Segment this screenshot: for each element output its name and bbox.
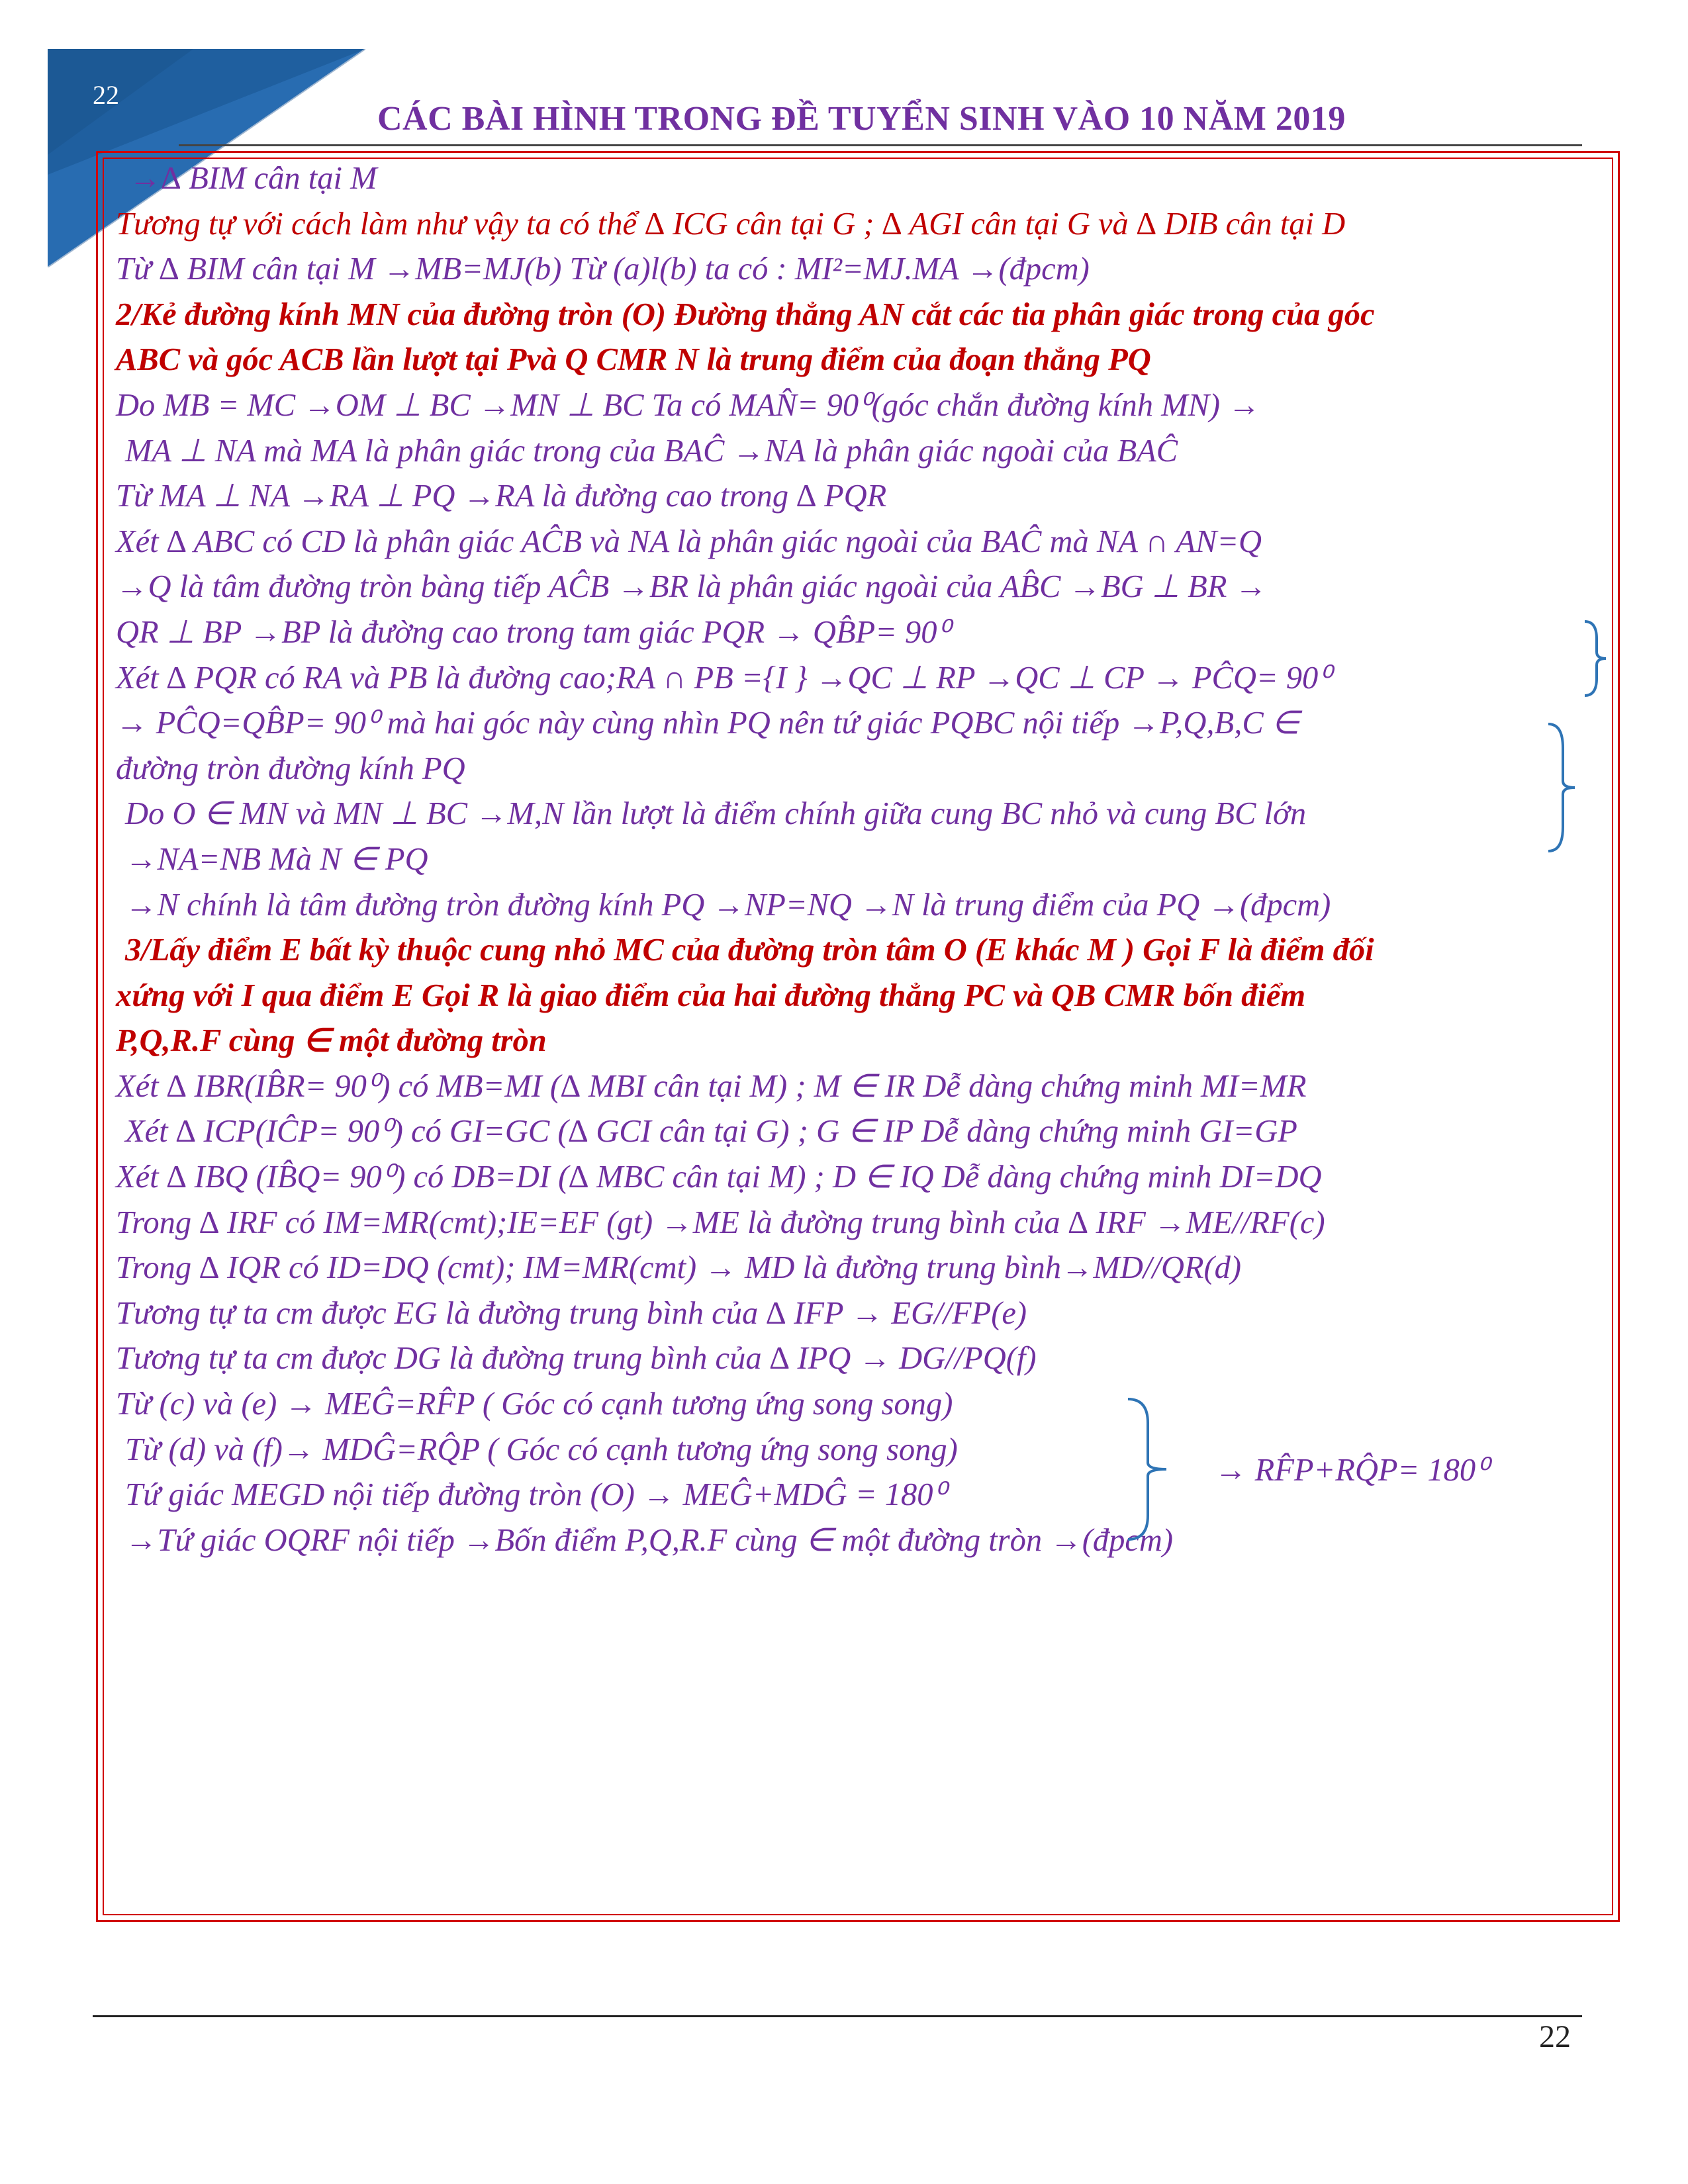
text-line: MA ⊥ NA mà MA là phân giác trong của BAĈ →NA là phân giác ngoài của BAĈ bbox=[125, 433, 1178, 469]
text-line: Xét ∆ PQR có RA và PB là đường cao;RA ∩ PB ={I } →QC ⊥ RP →QC ⊥ CP → PĈQ= 90⁰ bbox=[116, 660, 1331, 696]
text-line: Xét ∆ ABC có CD là phân giác AĈB và NA là phân giác ngoài của BAĈ mà NA ∩ AN=Q bbox=[116, 523, 1262, 559]
text-line: →∆ BIM cân tại M bbox=[129, 161, 377, 196]
text-line: ABC và góc ACB lần lượt tại Pvà Q CMR N là trung điểm của đoạn thẳng PQ bbox=[116, 342, 1151, 378]
header-page-number: 22 bbox=[93, 80, 119, 110]
text-line: →N chính là tâm đường tròn đường kính PQ →NP=NQ →N là trung điểm của PQ →(đpcm) bbox=[125, 887, 1331, 923]
text-line: Từ MA ⊥ NA →RA ⊥ PQ →RA là đường cao trong ∆ PQR bbox=[116, 478, 887, 514]
text-line: Xét ∆ ICP(IĈP= 90⁰) có GI=GC (∆ GCI cân tại G) ; G ∈ IP Dễ dàng chứng minh GI=GP bbox=[125, 1114, 1297, 1150]
text-line: 3/Lấy điểm E bất kỳ thuộc cung nhỏ MC của đường tròn tâm O (E khác M ) Gọi F là điểm đối bbox=[125, 933, 1374, 968]
text-line: →Q là tâm đường tròn bàng tiếp AĈB →BR là phân giác ngoài của AB̂C →BG ⊥ BR → bbox=[116, 569, 1267, 605]
text-line: Tương tự với cách làm như vậy ta có thể ∆ ICG cân tại G ; ∆ AGI cân tại G và ∆ DIB cân tại D bbox=[116, 206, 1346, 242]
text-line: Trong ∆ IRF có IM=MR(cmt);IE=EF (gt) →ME là đường trung bình của ∆ IRF →ME//RF(c) bbox=[116, 1205, 1325, 1240]
text-line: Do O ∈ MN và MN ⊥ BC →M,N lần lượt là điểm chính giữa cung BC nhỏ và cung BC lớn bbox=[125, 796, 1307, 832]
footer-divider bbox=[93, 2015, 1582, 2017]
text-line: đường tròn đường kính PQ bbox=[116, 751, 465, 786]
text-line: P,Q,R.F cùng ∈ một đường tròn bbox=[116, 1023, 547, 1059]
text-line: Do MB = MC →OM ⊥ BC →MN ⊥ BC Ta có MAN̂= 90⁰(góc chắn đường kính MN) → bbox=[116, 387, 1260, 423]
footer-page-number: 22 bbox=[1539, 2019, 1571, 2054]
text-line: Từ ∆ BIM cân tại M →MB=MJ(b) Từ (a)l(b) ta có : MI²=MJ.MA →(đpcm) bbox=[116, 251, 1090, 287]
right-brace-1 bbox=[1582, 619, 1609, 698]
text-line: xứng với I qua điểm E Gọi R là giao điểm của hai đường thẳng PC và QB CMR bốn điểm bbox=[116, 978, 1306, 1013]
text-line: Trong ∆ IQR có ID=DQ (cmt); IM=MR(cmt) → MD là đường trung bình→MD//QR(d) bbox=[116, 1250, 1242, 1286]
header-divider bbox=[179, 144, 1582, 146]
text-line: Xét ∆ IBQ (IB̂Q= 90⁰) có DB=DI (∆ MBC cân tại M) ; D ∈ IQ Dễ dàng chứng minh DI=DQ bbox=[116, 1160, 1322, 1195]
right-brace-3 bbox=[1125, 1396, 1172, 1542]
text-line: → PĈQ=QB̂P= 90⁰ mà hai góc này cùng nhìn PQ nên tứ giác PQBC nội tiếp →P,Q,B,C ∈ bbox=[116, 705, 1300, 741]
text-line: Tương tự ta cm được EG là đường trung bình của ∆ IFP → EG//FP(e) bbox=[116, 1295, 1027, 1331]
text-line: Xét ∆ IBR(IB̂R= 90⁰) có MB=MI (∆ MBI cân tại M) ; M ∈ IR Dễ dàng chứng minh MI=MR bbox=[116, 1068, 1307, 1104]
solution-text bbox=[116, 156, 1605, 1563]
right-brace-2 bbox=[1546, 721, 1579, 854]
text-line: Tứ giác MEGD nội tiếp đường tròn (O) → MEĜ+MDĜ = 180⁰ bbox=[125, 1477, 946, 1513]
text-line: Từ (d) và (f)→ MDĜ=RQ̂P ( Góc có cạnh tương ứng song song) bbox=[125, 1432, 958, 1467]
side-conclusion: → RF̂P+RQ̂P= 180⁰ bbox=[1215, 1453, 1489, 1488]
text-line: →Tứ giác OQRF nội tiếp →Bốn điểm P,Q,R.F cùng ∈ một đường tròn →(đpcm) bbox=[125, 1522, 1174, 1558]
text-line: QR ⊥ BP →BP là đường cao trong tam giác PQR → QB̂P= 90⁰ bbox=[116, 614, 950, 650]
text-line: Từ (c) và (e) → MEĜ=RF̂P ( Góc có cạnh tương ứng song song) bbox=[116, 1387, 953, 1422]
page-title: CÁC BÀI HÌNH TRONG ĐỀ TUYỂN SINH VÀO 10 NĂM 2019 bbox=[377, 100, 1346, 138]
text-line: Tương tự ta cm được DG là đường trung bình của ∆ IPQ → DG//PQ(f) bbox=[116, 1341, 1037, 1377]
text-line: →NA=NB Mà N ∈ PQ bbox=[125, 841, 428, 877]
text-line: 2/Kẻ đường kính MN của đường tròn (O) Đường thẳng AN cắt các tia phân giác trong của góc bbox=[116, 296, 1375, 332]
